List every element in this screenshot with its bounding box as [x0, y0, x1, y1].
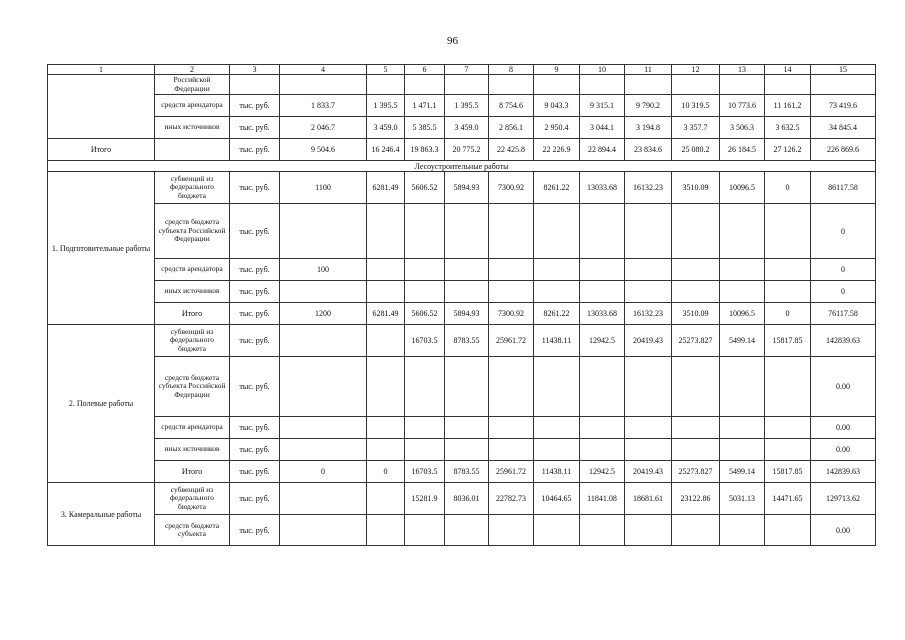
value-cell — [625, 259, 672, 281]
value-cell: 1100 — [280, 172, 367, 204]
value-cell: 0 — [811, 204, 876, 259]
value-cell — [405, 75, 445, 95]
value-cell: 8 754.6 — [489, 95, 534, 117]
value-cell: 15817.85 — [765, 461, 811, 483]
value-cell — [765, 357, 811, 417]
value-cell: 19 863.3 — [405, 139, 445, 161]
work-label: 1. Подготовительные работы — [48, 172, 155, 325]
value-cell: 0.00 — [811, 357, 876, 417]
value-cell — [765, 417, 811, 439]
work-label: 2. Полевые работы — [48, 325, 155, 483]
value-cell — [625, 357, 672, 417]
value-cell — [280, 281, 367, 303]
value-cell — [367, 357, 405, 417]
column-number: 1 — [48, 65, 155, 75]
source-label: Итого — [155, 461, 230, 483]
value-cell: 25273.827 — [672, 325, 720, 357]
value-cell — [720, 204, 765, 259]
value-cell — [367, 204, 405, 259]
value-cell — [280, 325, 367, 357]
value-cell — [405, 357, 445, 417]
work-cell — [48, 75, 155, 139]
unit-cell: тыс. руб. — [230, 515, 280, 546]
value-cell: 3510.09 — [672, 303, 720, 325]
source-label: средств бюджета субъекта Российской Федерации — [155, 357, 230, 417]
column-number: 13 — [720, 65, 765, 75]
value-cell: 8261.22 — [534, 172, 580, 204]
value-cell — [489, 439, 534, 461]
value-cell: 0 — [811, 281, 876, 303]
column-number: 9 — [534, 65, 580, 75]
value-cell: 10 773.6 — [720, 95, 765, 117]
unit-cell: тыс. руб. — [230, 357, 280, 417]
value-cell: 142839.63 — [811, 461, 876, 483]
value-cell — [580, 417, 625, 439]
value-cell: 16 246.4 — [367, 139, 405, 161]
section-title: Лесоустроительные работы — [48, 161, 876, 172]
value-cell: 3 459.0 — [445, 117, 489, 139]
value-cell: 6281.49 — [367, 303, 405, 325]
value-cell — [765, 281, 811, 303]
column-number: 7 — [445, 65, 489, 75]
value-cell — [580, 281, 625, 303]
value-cell — [672, 357, 720, 417]
value-cell — [625, 204, 672, 259]
value-cell — [534, 515, 580, 546]
value-cell — [765, 204, 811, 259]
value-cell: 14471.65 — [765, 483, 811, 515]
value-cell — [811, 75, 876, 95]
value-cell — [672, 75, 720, 95]
value-cell: 27 126.2 — [765, 139, 811, 161]
value-cell: 12942.5 — [580, 325, 625, 357]
value-cell — [765, 439, 811, 461]
value-cell — [367, 259, 405, 281]
value-cell — [445, 417, 489, 439]
value-cell: 25961.72 — [489, 325, 534, 357]
value-cell: 13033.68 — [580, 172, 625, 204]
value-cell: 25961.72 — [489, 461, 534, 483]
value-cell — [280, 75, 367, 95]
value-cell — [534, 439, 580, 461]
total-label: Итого — [48, 139, 155, 161]
value-cell — [405, 281, 445, 303]
value-cell: 5606.52 — [405, 172, 445, 204]
value-cell: 25 080.2 — [672, 139, 720, 161]
work-label: 3. Камеральные работы — [48, 483, 155, 546]
value-cell — [625, 75, 672, 95]
value-cell: 15281.9 — [405, 483, 445, 515]
table-row — [48, 417, 876, 439]
value-cell: 1 471.1 — [405, 95, 445, 117]
value-cell: 2 856.1 — [489, 117, 534, 139]
value-cell: 10096.5 — [720, 303, 765, 325]
value-cell: 5 385.5 — [405, 117, 445, 139]
value-cell: 2 046.7 — [280, 117, 367, 139]
value-cell — [534, 417, 580, 439]
source-label: Итого — [155, 303, 230, 325]
total-row — [48, 139, 876, 161]
value-cell: 5031.13 — [720, 483, 765, 515]
value-cell: 8036.01 — [445, 483, 489, 515]
value-cell — [534, 75, 580, 95]
value-cell — [445, 259, 489, 281]
value-cell — [405, 204, 445, 259]
column-number: 4 — [280, 65, 367, 75]
value-cell: 22 425.8 — [489, 139, 534, 161]
value-cell — [534, 281, 580, 303]
value-cell — [405, 515, 445, 546]
value-cell — [445, 281, 489, 303]
unit-cell: тыс. руб. — [230, 139, 280, 161]
value-cell: 10096.5 — [720, 172, 765, 204]
value-cell — [580, 357, 625, 417]
value-cell — [280, 515, 367, 546]
value-cell: 16132.23 — [625, 172, 672, 204]
value-cell: 73 419.6 — [811, 95, 876, 117]
value-cell: 26 184.5 — [720, 139, 765, 161]
value-cell — [720, 75, 765, 95]
value-cell: 9 315.1 — [580, 95, 625, 117]
table-row — [48, 303, 876, 325]
value-cell — [489, 281, 534, 303]
unit-cell: тыс. руб. — [230, 461, 280, 483]
value-cell — [367, 75, 405, 95]
value-cell — [672, 439, 720, 461]
value-cell: 5606.52 — [405, 303, 445, 325]
value-cell: 0 — [765, 172, 811, 204]
value-cell: 76117.58 — [811, 303, 876, 325]
value-cell — [367, 483, 405, 515]
table-row — [48, 75, 876, 95]
value-cell: 22 894.4 — [580, 139, 625, 161]
column-number: 5 — [367, 65, 405, 75]
value-cell: 0 — [811, 259, 876, 281]
value-cell: 1 395.5 — [367, 95, 405, 117]
value-cell — [720, 357, 765, 417]
unit-cell: тыс. руб. — [230, 259, 280, 281]
unit-cell: тыс. руб. — [230, 303, 280, 325]
page-number: 96 — [447, 35, 458, 47]
table-body — [48, 65, 876, 546]
value-cell: 5499.14 — [720, 325, 765, 357]
value-cell — [720, 515, 765, 546]
column-number: 2 — [155, 65, 230, 75]
value-cell: 1 395.5 — [445, 95, 489, 117]
value-cell — [625, 515, 672, 546]
value-cell — [534, 357, 580, 417]
value-cell: 9 790.2 — [625, 95, 672, 117]
value-cell — [672, 204, 720, 259]
value-cell: 0 — [367, 461, 405, 483]
value-cell: 10 319.5 — [672, 95, 720, 117]
table-row — [48, 325, 876, 357]
value-cell — [230, 75, 280, 95]
unit-cell: тыс. руб. — [230, 439, 280, 461]
value-cell — [765, 259, 811, 281]
value-cell — [367, 515, 405, 546]
value-cell: 0 — [280, 461, 367, 483]
value-cell: 3 044.1 — [580, 117, 625, 139]
value-cell: 11841.08 — [580, 483, 625, 515]
value-cell: 142839.63 — [811, 325, 876, 357]
unit-cell: тыс. руб. — [230, 172, 280, 204]
value-cell: 86117.58 — [811, 172, 876, 204]
value-cell — [280, 483, 367, 515]
value-cell: 3 194.8 — [625, 117, 672, 139]
section-row — [48, 161, 876, 172]
value-cell: 20 775.2 — [445, 139, 489, 161]
value-cell — [489, 204, 534, 259]
value-cell — [367, 439, 405, 461]
value-cell: 22 226.9 — [534, 139, 580, 161]
table-row — [48, 515, 876, 546]
value-cell — [672, 417, 720, 439]
source-label: субвенций из федерального бюджета — [155, 172, 230, 204]
value-cell: 11438.11 — [534, 325, 580, 357]
value-cell — [580, 515, 625, 546]
column-number: 3 — [230, 65, 280, 75]
value-cell — [489, 259, 534, 281]
value-cell: 7300.92 — [489, 303, 534, 325]
value-cell: 1200 — [280, 303, 367, 325]
value-cell — [405, 439, 445, 461]
source-label: средств арендатора — [155, 95, 230, 117]
value-cell: 11438.11 — [534, 461, 580, 483]
value-cell — [445, 75, 489, 95]
source-label: средств арендатора — [155, 259, 230, 281]
value-cell — [672, 281, 720, 303]
table-row — [48, 204, 876, 259]
table-row — [48, 357, 876, 417]
source-label: средств бюджета субъекта — [155, 515, 230, 546]
value-cell: 3510.09 — [672, 172, 720, 204]
value-cell — [405, 417, 445, 439]
value-cell: 2 950.4 — [534, 117, 580, 139]
value-cell — [534, 259, 580, 281]
value-cell — [765, 75, 811, 95]
unit-cell: тыс. руб. — [230, 325, 280, 357]
source-label: субвенций из федерального бюджета — [155, 325, 230, 357]
value-cell — [765, 515, 811, 546]
value-cell: 5894.93 — [445, 172, 489, 204]
value-cell: 13033.68 — [580, 303, 625, 325]
column-number: 6 — [405, 65, 445, 75]
value-cell: 0 — [765, 303, 811, 325]
value-cell: 12942.5 — [580, 461, 625, 483]
column-number: 11 — [625, 65, 672, 75]
value-cell — [720, 259, 765, 281]
value-cell — [672, 259, 720, 281]
value-cell — [720, 281, 765, 303]
value-cell — [672, 515, 720, 546]
budget-table — [47, 64, 876, 546]
value-cell — [445, 357, 489, 417]
value-cell — [367, 325, 405, 357]
unit-cell: тыс. руб. — [230, 483, 280, 515]
value-cell — [625, 281, 672, 303]
source-label: иных источников — [155, 117, 230, 139]
unit-cell: тыс. руб. — [230, 95, 280, 117]
unit-cell: тыс. руб. — [230, 281, 280, 303]
value-cell — [489, 357, 534, 417]
value-cell: 15817.85 — [765, 325, 811, 357]
unit-cell: тыс. руб. — [230, 204, 280, 259]
column-number: 15 — [811, 65, 876, 75]
source-label: средств бюджета субъекта Российской Федерации — [155, 204, 230, 259]
value-cell — [445, 515, 489, 546]
value-cell: 18681.61 — [625, 483, 672, 515]
header-row — [48, 65, 876, 75]
value-cell: 23 834.6 — [625, 139, 672, 161]
value-cell: 6281.49 — [367, 172, 405, 204]
value-cell: 16703.5 — [405, 325, 445, 357]
source-label: субвенций из федерального бюджета — [155, 483, 230, 515]
value-cell: 11 161.2 — [765, 95, 811, 117]
value-cell — [367, 417, 405, 439]
value-cell — [280, 204, 367, 259]
table-row — [48, 281, 876, 303]
value-cell: 23122.86 — [672, 483, 720, 515]
value-cell — [580, 204, 625, 259]
value-cell — [405, 259, 445, 281]
table-row — [48, 439, 876, 461]
value-cell — [625, 439, 672, 461]
value-cell — [280, 439, 367, 461]
value-cell — [445, 439, 489, 461]
value-cell: 9 504.6 — [280, 139, 367, 161]
value-cell: 22782.73 — [489, 483, 534, 515]
column-number: 8 — [489, 65, 534, 75]
table-row — [48, 95, 876, 117]
value-cell: 8783.55 — [445, 325, 489, 357]
value-cell: 16132.23 — [625, 303, 672, 325]
value-cell: 34 845.4 — [811, 117, 876, 139]
value-cell: 129713.62 — [811, 483, 876, 515]
value-cell: 20419.43 — [625, 461, 672, 483]
table-row — [48, 172, 876, 204]
source-label: средств арендатора — [155, 417, 230, 439]
unit-cell: тыс. руб. — [230, 117, 280, 139]
value-cell — [280, 417, 367, 439]
value-cell: 100 — [280, 259, 367, 281]
value-cell: 0.00 — [811, 417, 876, 439]
value-cell: 25273.827 — [672, 461, 720, 483]
value-cell — [489, 515, 534, 546]
value-cell — [580, 259, 625, 281]
unit-cell: тыс. руб. — [230, 417, 280, 439]
value-cell: 5894.93 — [445, 303, 489, 325]
table-row — [48, 259, 876, 281]
table-row — [48, 461, 876, 483]
value-cell: 20419.43 — [625, 325, 672, 357]
value-cell: 16703.5 — [405, 461, 445, 483]
value-cell: 3 357.7 — [672, 117, 720, 139]
column-number: 10 — [580, 65, 625, 75]
value-cell: 8783.55 — [445, 461, 489, 483]
value-cell — [720, 417, 765, 439]
value-cell — [625, 417, 672, 439]
value-cell — [155, 139, 230, 161]
table-row — [48, 483, 876, 515]
value-cell: 10464.65 — [534, 483, 580, 515]
table-row — [48, 117, 876, 139]
value-cell — [534, 204, 580, 259]
value-cell: 1 833.7 — [280, 95, 367, 117]
value-cell: 5499.14 — [720, 461, 765, 483]
source-label: иных источников — [155, 281, 230, 303]
value-cell: 3 632.5 — [765, 117, 811, 139]
value-cell — [489, 75, 534, 95]
value-cell — [720, 439, 765, 461]
value-cell: 8261.22 — [534, 303, 580, 325]
value-cell — [489, 417, 534, 439]
source-label: иных источников — [155, 439, 230, 461]
value-cell — [580, 439, 625, 461]
value-cell: 7300.92 — [489, 172, 534, 204]
column-number: 12 — [672, 65, 720, 75]
value-cell: 9 043.3 — [534, 95, 580, 117]
value-cell — [280, 357, 367, 417]
value-cell: 0.00 — [811, 439, 876, 461]
value-cell — [580, 75, 625, 95]
value-cell — [445, 204, 489, 259]
column-number: 14 — [765, 65, 811, 75]
source-label: Российской Федерации — [155, 75, 230, 95]
value-cell — [367, 281, 405, 303]
value-cell: 0.00 — [811, 515, 876, 546]
value-cell: 3 506.3 — [720, 117, 765, 139]
value-cell: 226 869.6 — [811, 139, 876, 161]
value-cell: 3 459.0 — [367, 117, 405, 139]
